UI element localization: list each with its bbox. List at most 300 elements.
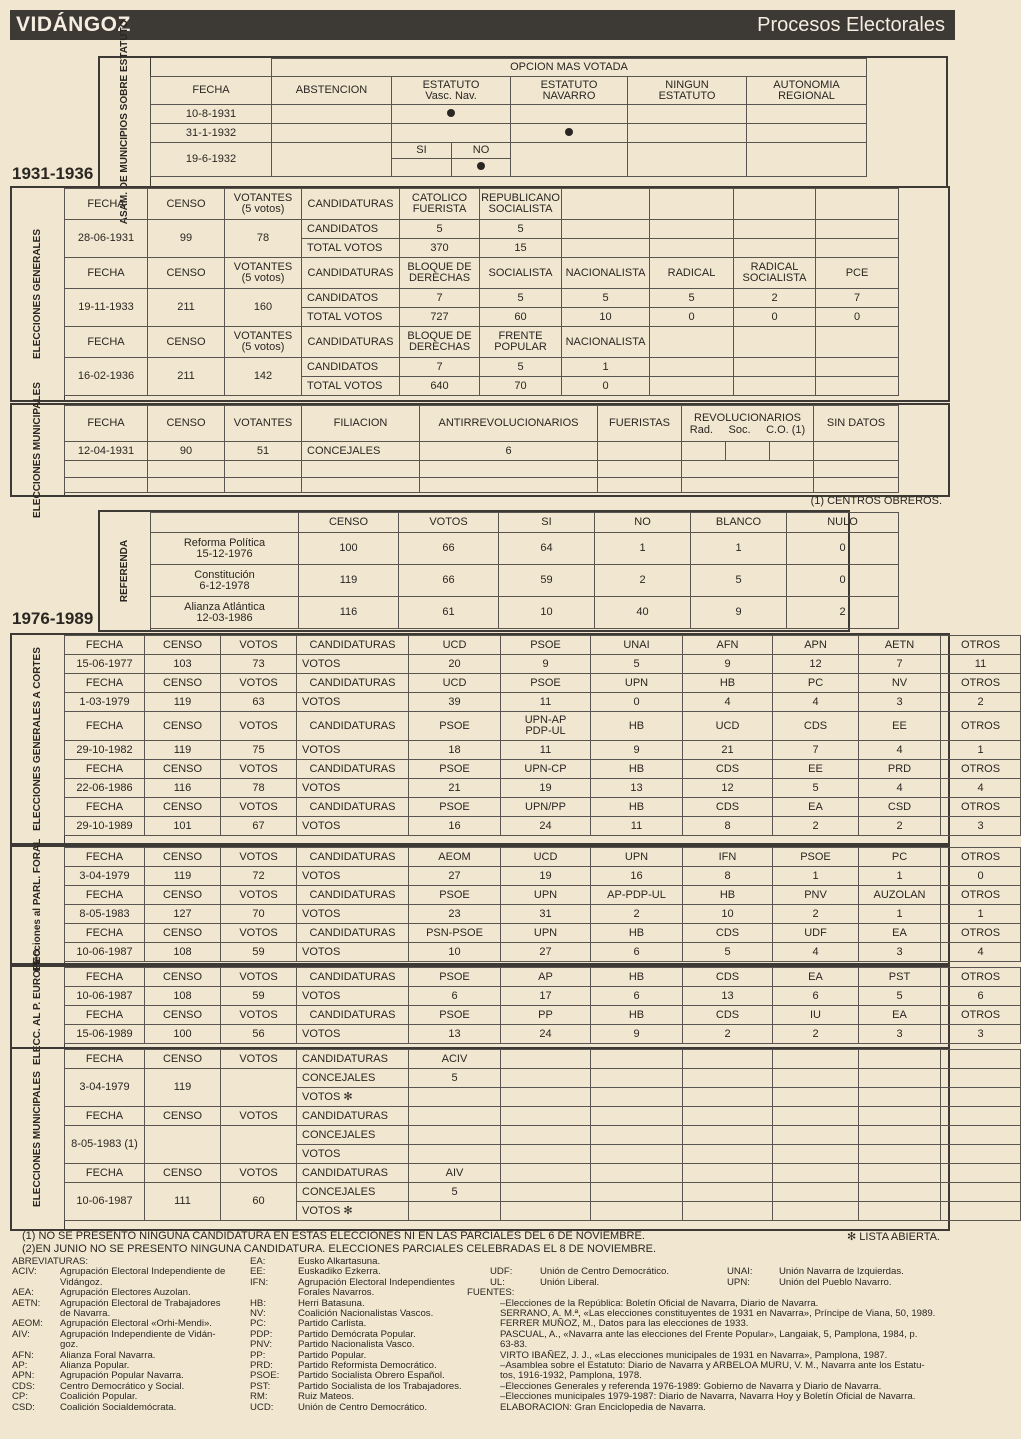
- table-cell: [501, 1069, 591, 1088]
- table-cell: 640: [400, 377, 480, 396]
- table-cell: 13: [409, 1025, 501, 1044]
- table-cell: [734, 189, 816, 220]
- table-cell: VOTANTES: [225, 406, 302, 442]
- table-cell: PSOE: [409, 712, 501, 741]
- abbr-entry: AEOM: Agrupación Electoral «Orhi-Mendi».: [12, 1318, 212, 1330]
- table-cell: CSD: [859, 798, 941, 817]
- table-cell: [773, 1202, 859, 1221]
- table-cell: EA: [773, 798, 859, 817]
- table-cell: 16: [409, 817, 501, 836]
- table-cell: 59: [221, 943, 297, 962]
- table-cell: SI NO: [392, 143, 511, 159]
- table-cell: 100: [299, 533, 399, 565]
- table-cell: 4: [941, 779, 1021, 798]
- table-cell: 119: [145, 693, 221, 712]
- table-cell: VOTOS: [221, 712, 297, 741]
- table-cell: 6: [773, 987, 859, 1006]
- note-lista-abierta: ✻ LISTA ABIERTA.: [847, 1231, 940, 1243]
- table-cell: 8: [683, 817, 773, 836]
- table-cell: [501, 1164, 591, 1183]
- table-cell: 5: [400, 220, 480, 239]
- table-cell: [650, 220, 734, 239]
- table-cell: [221, 1126, 297, 1164]
- table-cell: FECHA: [65, 258, 148, 289]
- table-cell: CENSO: [148, 258, 225, 289]
- table-cell: 0: [941, 867, 1021, 886]
- table-cell: [683, 1126, 773, 1145]
- table-cell: 73: [221, 655, 297, 674]
- abbr-entry: AP: Alianza Popular.: [12, 1360, 130, 1371]
- table-cell: 127: [145, 905, 221, 924]
- table-cell: NACIONALISTA: [562, 327, 650, 358]
- table-cell: 5: [650, 289, 734, 308]
- table-cell: CDS: [683, 968, 773, 987]
- table-cell: [941, 1183, 1021, 1202]
- table-cell: NO: [595, 513, 691, 533]
- table-cell: AFN: [683, 636, 773, 655]
- abbr-entry: CSD: Coalición Socialdemócrata.: [12, 1401, 177, 1413]
- table-cell: [650, 377, 734, 396]
- table-cell: [392, 124, 511, 143]
- table-cell: [650, 358, 734, 377]
- table-cell: 3: [859, 693, 941, 712]
- table-cell: FECHA: [65, 760, 145, 779]
- table-cell: 56: [221, 1025, 297, 1044]
- table-cell: 70: [480, 377, 562, 396]
- table-cell: 6: [409, 987, 501, 1006]
- table-cell: [420, 461, 598, 478]
- table-cell: FECHA: [65, 327, 148, 358]
- table-cell: 116: [145, 779, 221, 798]
- table-cell: 119: [145, 1069, 221, 1107]
- table-cell: OTROS: [941, 760, 1021, 779]
- table-cell: 21: [683, 741, 773, 760]
- table-cell: UPN: [591, 674, 683, 693]
- table-cell: FECHA: [65, 886, 145, 905]
- table-cell: PST: [859, 968, 941, 987]
- data-table: [64, 967, 1021, 1044]
- table-cell: [682, 442, 814, 461]
- table-cell: 2: [773, 1025, 859, 1044]
- table-cell: 0: [734, 308, 816, 327]
- abbr-entry: PSOE: Partido Socialista Obrero Español.: [250, 1370, 445, 1382]
- table-cell: APN: [773, 636, 859, 655]
- table-cell: 66: [399, 533, 499, 565]
- table-cell: CENSO: [145, 1164, 221, 1183]
- table-cell: [409, 1126, 501, 1145]
- table-cell: [683, 1107, 773, 1126]
- table-cell: [272, 143, 392, 177]
- abbr-entry: –Elecciones de la República: Boletín Oficial de Navarra, Diario de Navarra.: [500, 1297, 819, 1309]
- table-cell: [814, 478, 899, 493]
- abbr-entry: FUENTES:: [467, 1287, 515, 1299]
- table-cell: REVOLUCIONARIOS Rad. Soc. C.O. (1): [682, 406, 814, 442]
- note-1: (1) NO SE PRESENTO NINGUNA CANDIDATURA EN ESTAS ELECCIONES NI EN LAS PARCIALES DEL 6 DE NOVIEMBRE.: [22, 1230, 645, 1242]
- table-cell: CENSO: [148, 406, 225, 442]
- table-cell: BLOQUE DE DERECHAS: [400, 327, 480, 358]
- table-cell: OTROS: [941, 636, 1021, 655]
- table-cell: [501, 1088, 591, 1107]
- table-cell: [814, 461, 899, 478]
- table-cell: CANDIDATURAS: [297, 848, 409, 867]
- vote-dot: [447, 109, 455, 117]
- table-cell: [591, 1069, 683, 1088]
- data-table: [64, 847, 1021, 962]
- table-cell: 10: [499, 597, 595, 629]
- table-cell: PSOE: [773, 848, 859, 867]
- table-cell: FECHA: [65, 1107, 145, 1126]
- abbr-entry: IFN: Agrupación Electoral Independientes: [250, 1276, 455, 1288]
- table-cell: 2: [683, 1025, 773, 1044]
- table-cell: [409, 1202, 501, 1221]
- table-cell: [773, 1183, 859, 1202]
- table-cell: 19-6-1932: [151, 143, 272, 177]
- abbr-entry: –Asamblea sobre el Estatuto: Diario de Navarra y ARBELOA MURU, V. M., Navarra ante los Estatu-: [500, 1360, 925, 1371]
- block-title: ELECCIONES GENERALES A CORTES: [12, 635, 65, 843]
- table-cell: HB: [683, 674, 773, 693]
- table-cell: [941, 1050, 1021, 1069]
- table-cell: 1: [595, 533, 691, 565]
- table-cell: [747, 143, 867, 177]
- table-cell: 12: [683, 779, 773, 798]
- table-cell: 1: [941, 905, 1021, 924]
- period-label-1976: 1976-1989: [12, 609, 94, 628]
- table-cell: 39: [409, 693, 501, 712]
- table-cell: [628, 143, 747, 177]
- table-cell: 100: [145, 1025, 221, 1044]
- table-cell: CANDIDATOS: [302, 289, 400, 308]
- data-table: [150, 58, 867, 177]
- table-cell: PSOE: [409, 886, 501, 905]
- abbr-entry: NV: Coalición Nacionalistas Vascos.: [250, 1308, 434, 1319]
- table-cell: CANDIDATOS: [302, 358, 400, 377]
- table-cell: VOTOS: [297, 867, 409, 886]
- table-cell: ESTATUTO NAVARRO: [511, 77, 628, 105]
- table-cell: VOTOS: [297, 943, 409, 962]
- table-cell: ABSTENCION: [272, 77, 392, 105]
- table-cell: [683, 1202, 773, 1221]
- table-cell: [747, 124, 867, 143]
- table-cell: Alianza Atlántica 12-03-1986: [151, 597, 299, 629]
- abbr-entry: UCD: Unión de Centro Democrático.: [250, 1401, 428, 1413]
- table-cell: CDS: [683, 760, 773, 779]
- table-cell: CENSO: [145, 968, 221, 987]
- table-cell: [683, 1183, 773, 1202]
- abbr-entry: UPN: Unión del Pueblo Navarro.: [727, 1276, 892, 1288]
- table-cell: 8-05-1983 (1): [65, 1126, 145, 1164]
- table-cell: 111: [145, 1183, 221, 1221]
- table-cell: VOTOS: [297, 987, 409, 1006]
- table-cell: 5: [409, 1183, 501, 1202]
- table-cell: 0: [650, 308, 734, 327]
- table-cell: OPCION MAS VOTADA: [272, 59, 867, 77]
- table-cell: 11: [941, 655, 1021, 674]
- table-cell: UPN-AP PDP-UL: [501, 712, 591, 741]
- table-cell: [225, 478, 302, 493]
- table-cell: CANDIDATURAS: [302, 189, 400, 220]
- table-cell: CONCEJALES: [297, 1183, 409, 1202]
- table-cell: AP: [501, 968, 591, 987]
- table-cell: [501, 1107, 591, 1126]
- table-cell: UCD: [501, 848, 591, 867]
- table-cell: [148, 461, 225, 478]
- period-label-1931: 1931-1936: [12, 164, 94, 183]
- table-cell: 9: [591, 1025, 683, 1044]
- table-cell: 1: [859, 867, 941, 886]
- table-cell: 108: [145, 943, 221, 962]
- table-cell: [511, 143, 628, 177]
- table-cell: 108: [145, 987, 221, 1006]
- table-cell: VOTOS: [221, 1107, 297, 1126]
- note-2: (2)EN JUNIO NO SE PRESENTO NINGUNA CANDIDATURA. ELECCIONES PARCIALES CELEBRADAS EL 8 DE NOVIEMBRE.: [22, 1243, 657, 1255]
- table-cell: FECHA: [65, 924, 145, 943]
- table-cell: VOTOS: [221, 1164, 297, 1183]
- table-cell: CANDIDATURAS: [297, 636, 409, 655]
- table-cell: [773, 1145, 859, 1164]
- table-cell: FECHA: [65, 674, 145, 693]
- abbr-entry: PRD: Partido Reformista Democrático.: [250, 1360, 437, 1371]
- table-cell: [747, 105, 867, 124]
- abbr-entry: PDP: Partido Demócrata Popular.: [250, 1328, 416, 1340]
- table-cell: 2: [595, 565, 691, 597]
- table-cell: [501, 1126, 591, 1145]
- table-cell: 1: [859, 905, 941, 924]
- table-cell: FECHA: [65, 1050, 145, 1069]
- table-cell: [598, 442, 682, 461]
- table-cell: [941, 1107, 1021, 1126]
- table-cell: 142: [225, 358, 302, 396]
- table-cell: 63: [221, 693, 297, 712]
- table-cell: UNAI: [591, 636, 683, 655]
- abbr-entry: goz.: [60, 1339, 79, 1351]
- table-cell: 17: [501, 987, 591, 1006]
- table-cell: 70: [221, 905, 297, 924]
- abbreviations: [12, 1257, 957, 1435]
- table-cell: 60: [480, 308, 562, 327]
- table-cell: VOTOS: [221, 1050, 297, 1069]
- table-cell: NINGUN ESTATUTO: [628, 77, 747, 105]
- table-cell: VOTOS: [221, 798, 297, 817]
- table-cell: [501, 1202, 591, 1221]
- table-cell: 67: [221, 817, 297, 836]
- table-cell: 101: [145, 817, 221, 836]
- table-cell: 66: [399, 565, 499, 597]
- table-cell: CANDIDATURAS: [297, 674, 409, 693]
- table-cell: [591, 1126, 683, 1145]
- table-cell: VOTOS: [221, 674, 297, 693]
- table-cell: 5: [773, 779, 859, 798]
- table-cell: 4: [683, 693, 773, 712]
- table-cell: [501, 1145, 591, 1164]
- table-cell: FECHA: [65, 848, 145, 867]
- table-cell: HB: [591, 760, 683, 779]
- table-cell: 1: [941, 741, 1021, 760]
- table-cell: 15: [480, 239, 562, 258]
- table-cell: 1: [562, 358, 650, 377]
- table-cell: UCD: [409, 674, 501, 693]
- table-cell: [272, 124, 392, 143]
- table-cell: CENSO: [145, 760, 221, 779]
- table-cell: PSOE: [501, 674, 591, 693]
- table-cell: 160: [225, 289, 302, 327]
- table-cell: PSOE: [409, 1006, 501, 1025]
- town-name: VIDÁNGOZ: [16, 13, 131, 36]
- table-cell: CONCEJALES: [297, 1126, 409, 1145]
- table-cell: [859, 1145, 941, 1164]
- table-cell: SOCIALISTA: [480, 258, 562, 289]
- table-cell: [941, 1069, 1021, 1088]
- table-cell: [773, 1126, 859, 1145]
- table-cell: UPN: [501, 924, 591, 943]
- table-cell: 0: [591, 693, 683, 712]
- table-cell: VOTOS: [221, 848, 297, 867]
- abbr-entry: PNV: Partido Nacionalista Vasco.: [250, 1339, 415, 1351]
- table-cell: 6: [591, 943, 683, 962]
- table-cell: [151, 513, 299, 533]
- table-cell: [225, 461, 302, 478]
- table-cell: UPN: [591, 848, 683, 867]
- table-cell: 10: [562, 308, 650, 327]
- table-cell: Reforma Política 15-12-1976: [151, 533, 299, 565]
- table-cell: AETN: [859, 636, 941, 655]
- table-cell: CDS: [773, 712, 859, 741]
- table-cell: [392, 159, 511, 177]
- table-cell: TOTAL VOTOS: [302, 308, 400, 327]
- table-cell: ANTIRREVOLUCIONARIOS: [420, 406, 598, 442]
- table-cell: 2: [734, 289, 816, 308]
- table-cell: SI: [499, 513, 595, 533]
- table-cell: 2: [787, 597, 899, 629]
- table-cell: PC: [859, 848, 941, 867]
- table-cell: UCD: [409, 636, 501, 655]
- table-cell: 4: [773, 943, 859, 962]
- table-cell: 5: [562, 289, 650, 308]
- table-cell: [409, 1107, 501, 1126]
- table-cell: CENSO: [145, 1006, 221, 1025]
- table-cell: 8-05-1983: [65, 905, 145, 924]
- table-cell: HB: [591, 712, 683, 741]
- abbr-entry: UL: Unión Liberal.: [490, 1276, 600, 1288]
- table-cell: CENSO: [148, 327, 225, 358]
- table-cell: VOTOS: [297, 817, 409, 836]
- table-cell: FECHA: [65, 1006, 145, 1025]
- block-title: ELECC. AL P. EUROPEO: [12, 967, 65, 1047]
- table-cell: 4: [941, 943, 1021, 962]
- table-cell: 2: [773, 905, 859, 924]
- table-cell: VOTANTES (5 votos): [225, 327, 302, 358]
- table-cell: FECHA: [65, 406, 148, 442]
- table-cell: [628, 124, 747, 143]
- table-cell: [392, 105, 511, 124]
- table-cell: [65, 478, 148, 493]
- table-cell: [628, 105, 747, 124]
- table-cell: [816, 358, 899, 377]
- table-cell: 31-1-1932: [151, 124, 272, 143]
- table-cell: [773, 1088, 859, 1107]
- table-cell: 5: [859, 987, 941, 1006]
- table-cell: CONCEJALES: [297, 1069, 409, 1088]
- table-cell: OTROS: [941, 1006, 1021, 1025]
- table-cell: [773, 1069, 859, 1088]
- table-cell: CDS: [683, 798, 773, 817]
- table-cell: 7: [400, 358, 480, 377]
- table-cell: [591, 1088, 683, 1107]
- table-cell: 3: [941, 1025, 1021, 1044]
- table-cell: [816, 220, 899, 239]
- table-cell: 99: [148, 220, 225, 258]
- table-cell: PRD: [859, 760, 941, 779]
- table-cell: 7: [400, 289, 480, 308]
- table-cell: UCD: [683, 712, 773, 741]
- table-cell: ACIV: [409, 1050, 501, 1069]
- table-cell: EE: [859, 712, 941, 741]
- table-cell: PSN-PSOE: [409, 924, 501, 943]
- table-cell: [683, 1145, 773, 1164]
- table-cell: 27: [409, 867, 501, 886]
- table-cell: 9: [683, 655, 773, 674]
- table-cell: [682, 461, 814, 478]
- note-centros-obreros: (1) CENTROS OBREROS.: [810, 495, 942, 507]
- abbr-entry: Vidángoz.: [60, 1276, 103, 1288]
- table-cell: 16-02-1936: [65, 358, 148, 396]
- table-cell: VOTOS: [297, 779, 409, 798]
- table-cell: 0: [816, 308, 899, 327]
- table-cell: REPUBLICANO SOCIALISTA: [480, 189, 562, 220]
- table-cell: 10-06-1987: [65, 943, 145, 962]
- table-cell: [591, 1050, 683, 1069]
- table-cell: 7: [773, 741, 859, 760]
- block-title: ELECCIONES GENERALES: [12, 188, 65, 400]
- table-cell: PSOE: [409, 760, 501, 779]
- table-cell: CANDIDATURAS: [302, 327, 400, 358]
- table-cell: 90: [148, 442, 225, 461]
- table-cell: 29-10-1982: [65, 741, 145, 760]
- elecciones-foral-block: [10, 838, 1001, 972]
- table-cell: CENSO: [145, 924, 221, 943]
- table-cell: 22-06-1986: [65, 779, 145, 798]
- table-cell: BLOQUE DE DERECHAS: [400, 258, 480, 289]
- block-title: ELECCIONES MUNICIPALES: [12, 1049, 65, 1229]
- page-header: [10, 10, 955, 40]
- table-cell: VOTANTES (5 votos): [225, 258, 302, 289]
- abbr-entry: FERRER MUÑOZ, M., Datos para las elecciones de 1933.: [500, 1318, 749, 1330]
- abbr-entry: PASCUAL, A., «Navarra ante las elecciones del Frente Popular», Langaiak, 5, Pamplona, 1984, p.: [500, 1328, 918, 1340]
- table-cell: FECHA: [65, 968, 145, 987]
- table-cell: [734, 377, 816, 396]
- table-cell: HB: [683, 886, 773, 905]
- block-title: REFERENDA: [100, 512, 151, 630]
- table-cell: 211: [148, 289, 225, 327]
- table-cell: CENSO: [145, 712, 221, 741]
- table-cell: OTROS: [941, 968, 1021, 987]
- table-cell: [734, 239, 816, 258]
- table-cell: EA: [859, 924, 941, 943]
- data-table: [64, 188, 899, 396]
- table-cell: 2: [859, 817, 941, 836]
- table-cell: FECHA: [65, 1164, 145, 1183]
- table-cell: CDS: [683, 1006, 773, 1025]
- table-cell: [941, 1088, 1021, 1107]
- table-cell: [682, 478, 814, 493]
- abbr-entry: –Elecciones municipales 1979-1987: Diario de Navarra, Navarra Hoy y Boletín Oficial de Navarra.: [500, 1391, 916, 1403]
- table-cell: 0: [787, 533, 899, 565]
- table-cell: VOTOS: [221, 968, 297, 987]
- table-cell: CANDIDATURAS: [297, 712, 409, 741]
- table-cell: 119: [145, 741, 221, 760]
- table-cell: [591, 1202, 683, 1221]
- table-cell: [941, 1202, 1021, 1221]
- table-cell: [598, 461, 682, 478]
